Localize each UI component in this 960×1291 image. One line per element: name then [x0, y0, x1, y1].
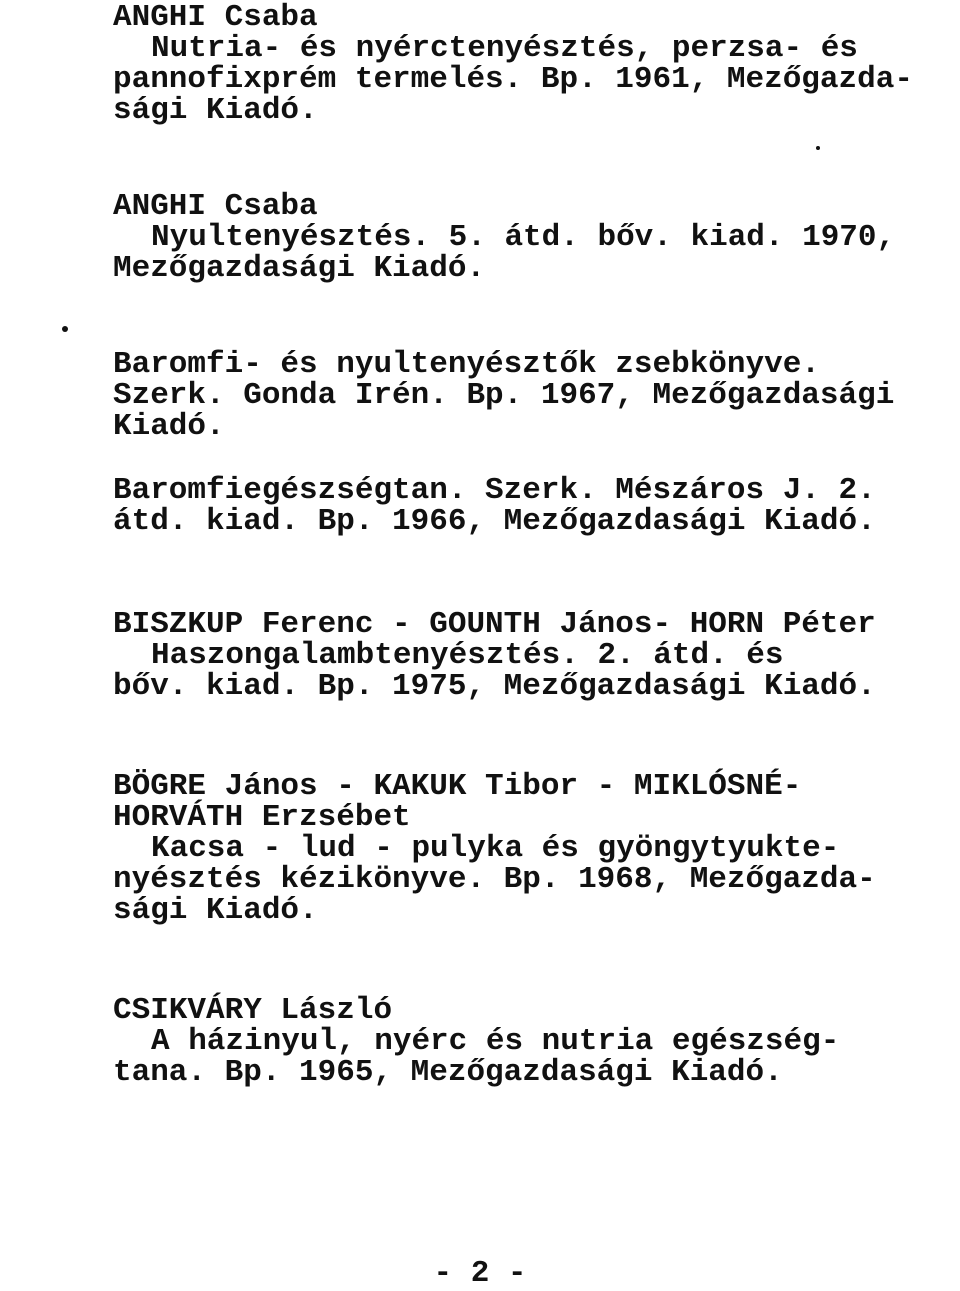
entry-title-line: Baromfiegészségtan. Szerk. Mészáros J. 2. — [113, 473, 876, 508]
bibliography-entry — [113, 191, 943, 284]
entry-author: BISZKUP Ferenc - GOUNTH János- HORN Péter — [113, 607, 876, 642]
entry-text-line: sági Kiadó. — [113, 93, 318, 128]
entry-text-line: átd. kiad. Bp. 1966, Mezőgazdasági Kiadó. — [113, 504, 876, 539]
entry-author: ANGHI Csaba — [113, 189, 318, 224]
entry-title-line: Nutria- és nyérctenyésztés, perzsa- és — [151, 31, 858, 66]
entry-title-line: Kacsa - lud - pulyka és gyöngytyukte- — [151, 831, 840, 866]
entry-title-line: Nyultenyésztés. 5. átd. bőv. kiad. 1970, — [151, 220, 896, 255]
entry-author: HORVÁTH Erzsébet — [113, 800, 411, 835]
bibliography-entry — [113, 2, 943, 126]
entry-title-line: Haszongalambtenyésztés. 2. átd. és — [151, 638, 784, 673]
entry-text-line: Kiadó. — [113, 409, 225, 444]
entry-text-line: tana. Bp. 1965, Mezőgazdasági Kiadó. — [113, 1055, 783, 1090]
entry-text-line: Mezőgazdasági Kiadó. — [113, 251, 486, 286]
stray-mark — [62, 326, 68, 332]
bibliography-entry — [113, 771, 943, 926]
bibliography-entry — [113, 349, 943, 442]
entry-text-line: pannofixprém termelés. Bp. 1961, Mezőgazda- — [113, 62, 913, 97]
stray-mark — [816, 146, 820, 150]
bibliography-entry — [113, 995, 943, 1088]
page-number: - 2 - — [433, 1256, 527, 1291]
entry-text-line: bőv. kiad. Bp. 1975, Mezőgazdasági Kiadó. — [113, 669, 876, 704]
entry-author: CSIKVÁRY László — [113, 993, 393, 1028]
entry-author: ANGHI Csaba — [113, 0, 318, 35]
entry-title-line: A házinyul, nyérc és nutria egészség- — [151, 1024, 840, 1059]
entry-author: BÖGRE János - KAKUK Tibor - MIKLÓSNÉ- — [113, 769, 802, 804]
bibliography-entry — [113, 475, 943, 537]
entry-text-line: Szerk. Gonda Irén. Bp. 1967, Mezőgazdasági — [113, 378, 895, 413]
entry-text-line: nyésztés kézikönyve. Bp. 1968, Mezőgazda- — [113, 862, 876, 897]
bibliography-entry — [113, 609, 943, 702]
entry-title-line: Baromfi- és nyultenyésztők zsebkönyve. — [113, 347, 820, 382]
entry-text-line: sági Kiadó. — [113, 893, 318, 928]
